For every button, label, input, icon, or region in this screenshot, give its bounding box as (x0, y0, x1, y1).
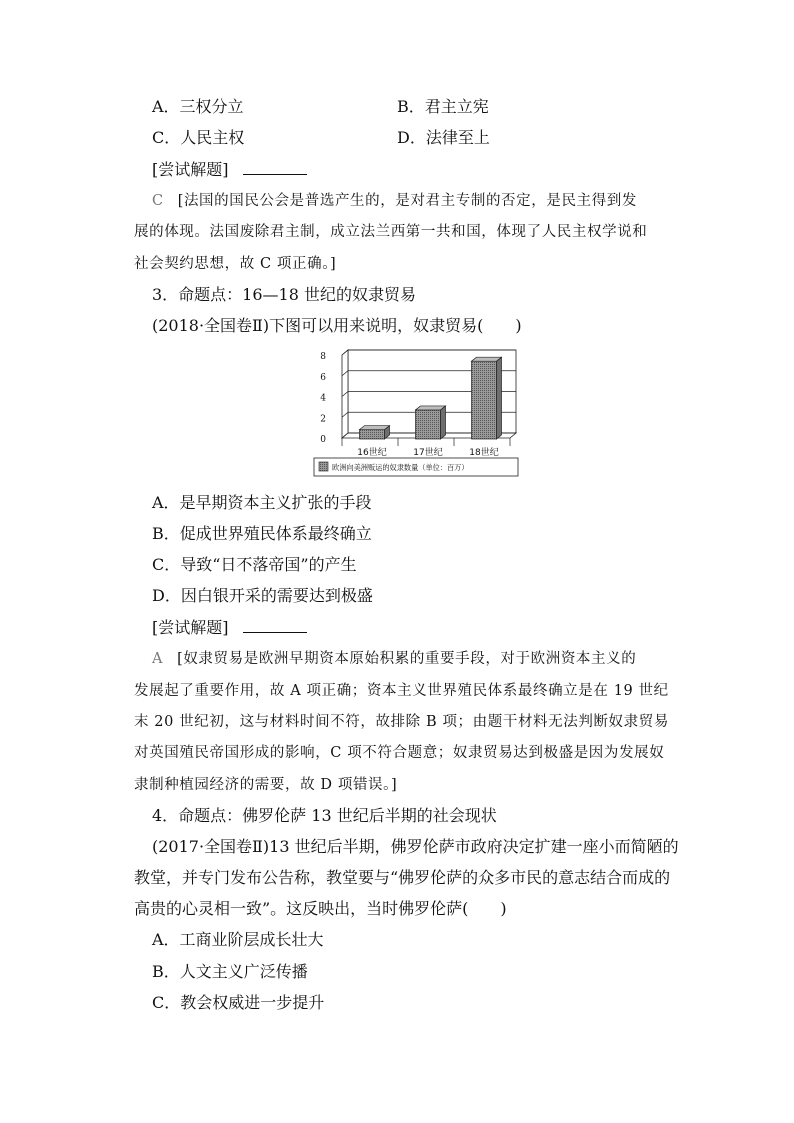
chart-y-tick-label: 6 (320, 372, 326, 383)
q3-explanation-line-2: 发展起了重要作用，故 A 项正确；资本主义世界殖民体系最终确立是在 19 世纪 (134, 683, 669, 699)
q2-try-label: [尝试解题] (152, 160, 229, 179)
chart-bar (472, 357, 502, 439)
q2-try-label-row (152, 160, 307, 180)
chart-bar-top (472, 357, 502, 361)
chart-y-tick-label: 2 (320, 414, 326, 425)
chart-bar-top (360, 426, 390, 430)
chart-bar-front (416, 410, 441, 439)
q4-heading: 4．命题点：佛罗伦萨 13 世纪后半期的社会现状 (152, 806, 497, 825)
q3-heading: 3．命题点：16—18 世纪的奴隶贸易 (152, 285, 416, 304)
q3-answer-blank (243, 618, 307, 633)
chart-y-tick-label: 8 (320, 352, 326, 362)
chart-x-tick-label: 18世纪 (469, 448, 499, 458)
q3-option-b: B．促成世界殖民体系最终确立 (152, 524, 372, 543)
q2-answer-letter: C (152, 193, 164, 209)
q2-option-c: C．人民主权 (152, 128, 245, 147)
q2-explanation-line-2: 展的体现。法国废除君主制，成立法兰西第一共和国，体现了人民主权学说和 (134, 224, 648, 240)
chart-bar (360, 426, 390, 439)
chart-x-tick-label: 16世纪 (357, 448, 387, 458)
q3-explanation-line-4: 对英国殖民帝国形成的影响，C 项不符合题意；奴隶贸易达到极盛是因为发展奴 (134, 745, 665, 761)
q4-option-a: A．工商业阶层成长壮大 (152, 930, 324, 949)
chart-bar (416, 406, 446, 439)
chart-x-ticks (342, 438, 510, 458)
chart-bar-side (497, 357, 502, 439)
chart-y-ticks (320, 352, 326, 445)
q3-try-label-row (152, 618, 307, 638)
q4-stem-line-3: 高贵的心灵相一致”。这反映出，当时佛罗伦萨( ) (134, 899, 507, 918)
chart-legend-swatch (319, 462, 328, 471)
q3-option-c: C．导致“日不落帝国”的产生 (152, 555, 357, 574)
q3-explanation-line-3: 末 20 世纪初，这与材料时间不符，故排除 B 项；由题干材料无法判断奴隶贸易 (134, 714, 669, 730)
chart-y-tick-label: 0 (320, 435, 326, 445)
chart-bar-top (416, 406, 446, 410)
slave-trade-bar-chart (300, 340, 528, 482)
chart-x-tick-label: 17世纪 (413, 448, 443, 458)
chart-y-tick-label: 4 (320, 393, 326, 404)
q3-stem: (2018·全国卷Ⅱ)下图可以用来说明，奴隶贸易( ) (152, 316, 522, 335)
chart-legend-label: 欧洲向美洲贩运的奴隶数量（单位：百万） (332, 463, 469, 472)
chart-bar-front (472, 361, 497, 439)
q3-try-label: [尝试解题] (152, 618, 229, 637)
q4-stem-line-1: (2017·全国卷Ⅱ)13 世纪后半期，佛罗伦萨市政府决定扩建一座小而简陋的 (152, 837, 679, 856)
chart-bar-side (441, 406, 446, 439)
q4-stem-line-2: 教堂，并专门发布公告称，教堂要与“佛罗伦萨的众多市民的意志结合而成的 (134, 868, 671, 887)
chart-legend (314, 458, 518, 476)
q3-option-a: A．是早期资本主义扩张的手段 (152, 493, 372, 512)
q4-option-b: B．人文主义广泛传播 (152, 962, 308, 981)
q2-option-a: A．三权分立 (152, 97, 244, 116)
q3-answer-letter: A (152, 651, 164, 667)
q2-explanation-line-1: C [法国的国民公会是普选产生的，是对君主专制的否定，是民主得到发 (152, 193, 637, 209)
q3-explanation-line-5: 隶制种植园经济的需要，故 D 项错误。] (134, 777, 398, 793)
q4-option-c: C．教会权威进一步提升 (152, 993, 325, 1012)
q2-explanation-line-3: 社会契约思想，故 C 项正确。] (134, 256, 337, 272)
q2-option-d: D．法律至上 (397, 128, 490, 147)
q3-explanation-line-1: A [奴隶贸易是欧洲早期资本原始积累的重要手段，对于欧洲资本主义的 (152, 651, 637, 667)
q2-option-b: B．君主立宪 (397, 97, 489, 116)
q2-answer-blank (243, 160, 307, 175)
q3-option-d: D．因白银开采的需要达到极盛 (152, 586, 373, 605)
chart-bar-front (360, 430, 385, 439)
